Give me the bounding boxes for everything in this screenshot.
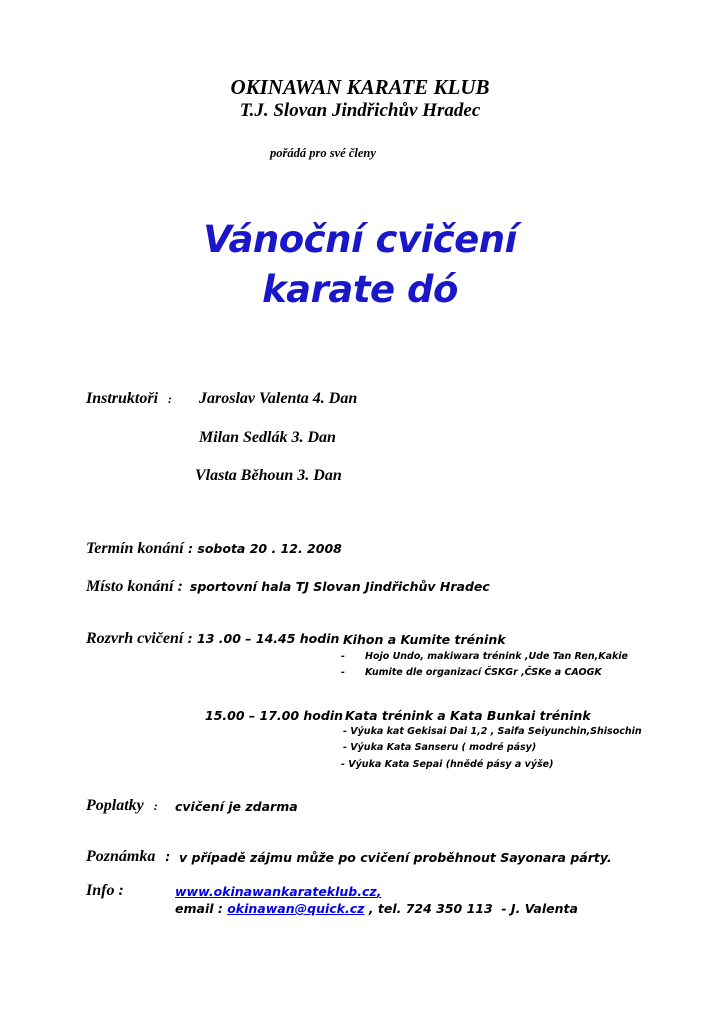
instructors-label-text: Instruktoři bbox=[86, 390, 159, 407]
instructor-3: Vlasta Běhoun 3. Dan bbox=[195, 467, 342, 484]
event-title-line2: karate dó bbox=[262, 268, 458, 311]
list-item-bullet: - bbox=[341, 667, 345, 678]
place-row bbox=[86, 578, 490, 596]
contact-rest: , tel. 724 350 113 - J. Valenta bbox=[364, 901, 578, 916]
list-item bbox=[343, 742, 536, 753]
club-subtitle: T.J. Slovan Jindřichův Hradec bbox=[239, 100, 481, 121]
date-row bbox=[86, 540, 342, 558]
date-separator: : bbox=[183, 541, 198, 556]
fees-row bbox=[86, 797, 158, 815]
info-label: Info : bbox=[86, 882, 124, 899]
list-item-bullet: - bbox=[343, 726, 347, 737]
date-value: sobota 20 . 12. 2008 bbox=[197, 541, 342, 556]
list-item-bullet: - bbox=[341, 759, 345, 770]
list-item-text: Výuka Kata Sepai (hnědé pásy a výše) bbox=[348, 759, 554, 770]
list-item-bullet: - bbox=[343, 742, 347, 753]
email-label: email : bbox=[175, 901, 223, 916]
note-value: v případě zájmu může po cvičení proběhnout Sayonara párty. bbox=[179, 850, 612, 865]
note-colon: : bbox=[165, 850, 171, 864]
schedule-block1-time: 13 .00 – 14.45 hodin bbox=[197, 631, 340, 646]
schedule-row bbox=[86, 630, 339, 648]
club-name: OKINAWAN KARATE KLUB bbox=[230, 75, 490, 99]
list-item bbox=[343, 726, 642, 737]
list-item bbox=[341, 759, 553, 770]
list-item-text: Výuka kat Gekisai Dai 1,2 , Saifa Seiyunchin,Shisochin bbox=[350, 726, 642, 737]
schedule-block1-title: Kihon a Kumite trénink bbox=[343, 632, 506, 647]
website-link[interactable]: www.okinawankarateklub.cz bbox=[175, 884, 377, 899]
website-suffix: , bbox=[376, 884, 382, 899]
fees-colon: : bbox=[153, 799, 158, 813]
organizes-text: pořádá pro své členy bbox=[270, 146, 376, 160]
fees-label: Poplatky bbox=[86, 797, 144, 814]
instructor-1: Jaroslav Valenta 4. Dan bbox=[199, 390, 358, 407]
fees-value: cvičení je zdarma bbox=[175, 799, 298, 814]
place-value: sportovní hala TJ Slovan Jindřichův Hradec bbox=[189, 579, 490, 594]
list-item-bullet: - bbox=[341, 651, 345, 662]
note-label: Poznámka bbox=[86, 848, 156, 865]
list-item: Hojo Undo, makiwara trénink ,Ude Tan Ren,Kakie bbox=[365, 651, 628, 662]
schedule-separator: : bbox=[183, 631, 198, 646]
event-title-line1: Vánoční cvičení bbox=[203, 218, 517, 261]
date-label: Termín konání bbox=[86, 540, 184, 557]
schedule-label: Rozvrh cvičení bbox=[86, 630, 184, 647]
instructors-colon: : bbox=[168, 392, 173, 406]
note-row bbox=[86, 848, 170, 866]
website-row bbox=[175, 884, 381, 899]
email-link[interactable]: okinawan@quick.cz bbox=[227, 901, 365, 916]
place-label: Místo konání : bbox=[86, 578, 183, 595]
list-item: Kumite dle organizací ČSKGr ,ČSKe a CAOGK bbox=[365, 667, 602, 678]
list-item-text: Výuka Kata Sanseru ( modré pásy) bbox=[350, 742, 537, 753]
schedule-block2-time: 15.00 – 17.00 hodin bbox=[205, 708, 344, 723]
contact-row bbox=[175, 901, 578, 916]
schedule-block2-title: Kata trénink a Kata Bunkai trénink bbox=[345, 708, 591, 723]
instructor-2: Milan Sedlák 3. Dan bbox=[199, 429, 336, 446]
instructors-label bbox=[86, 390, 172, 408]
